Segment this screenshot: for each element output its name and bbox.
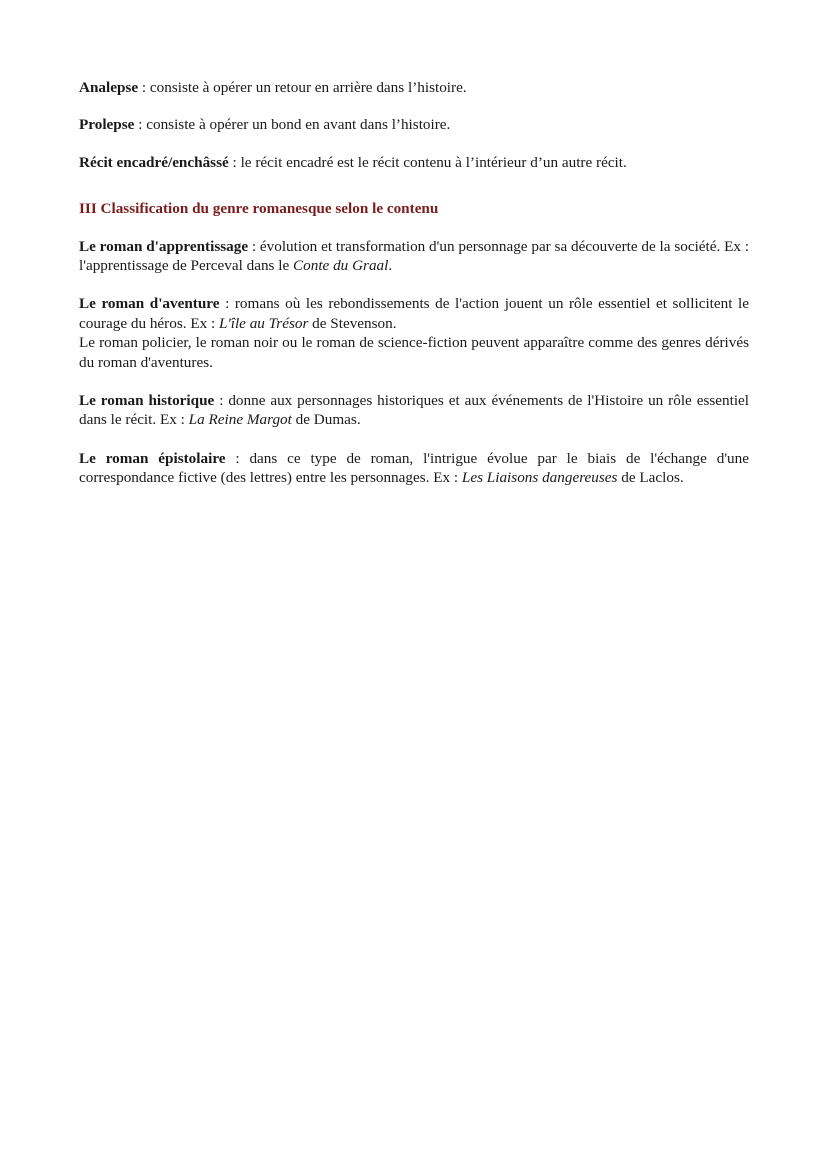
work-title: Les Liaisons dangereuses bbox=[461, 469, 618, 487]
term-analepse: Analepse bbox=[79, 79, 139, 96]
definition-analepse bbox=[79, 78, 749, 97]
work-title: L'île au Trésor bbox=[219, 314, 309, 332]
term-roman-epistolaire: Le roman épistolaire bbox=[79, 449, 226, 467]
entry-roman-aventure-extra: Le roman policier, le roman noir ou le roman de science-fiction peuvent apparaître comme des genres dérivés du roman d'aventures. bbox=[79, 334, 749, 371]
term-recit-encadre: Récit encadré/enchâssé bbox=[79, 153, 229, 171]
term-roman-aventure: Le roman d'aventure bbox=[79, 295, 220, 313]
entry-text-end: de Laclos. bbox=[617, 469, 684, 487]
term-roman-historique: Le roman historique bbox=[79, 392, 215, 410]
definition-text: consiste à opérer un bond en avant dans l’histoire. bbox=[146, 116, 451, 134]
entry-text-end: de Stevenson. bbox=[308, 314, 397, 332]
entry-text: : donne aux personnages historiques et aux événements de l'Histoire un rôle essentiel dans le récit. Ex : bbox=[79, 392, 749, 429]
entry-roman-aventure-main bbox=[79, 294, 749, 333]
definition-separator: : bbox=[134, 116, 147, 134]
entry-text: : évolution et transformation d'un personnage par sa découverte de la société. Ex : l'apprentissage de Perceval dans le bbox=[79, 237, 749, 275]
work-title: La Reine Margot bbox=[188, 411, 292, 429]
definition-prolepse bbox=[79, 115, 749, 134]
entry-text: : romans où les rebondissements de l'action jouent un rôle essentiel et sollicitent le courage du héros. Ex : bbox=[79, 295, 749, 332]
term-prolepse: Prolepse bbox=[79, 116, 135, 134]
document-page bbox=[79, 78, 749, 507]
entry-roman-historique bbox=[79, 391, 749, 430]
work-title: Conte du Graal bbox=[293, 257, 389, 275]
entry-text: : dans ce type de roman, l'intrigue évolue par le biais de l'échange d'une correspondance fictive (des lettres) entre les personnages. Ex : bbox=[79, 449, 749, 487]
entry-text-end: de Dumas. bbox=[291, 411, 361, 429]
definition-recit-encadre bbox=[79, 153, 749, 172]
entry-roman-aventure bbox=[79, 294, 749, 372]
definition-separator: : bbox=[138, 79, 150, 96]
term-roman-apprentissage: Le roman d'apprentissage bbox=[79, 237, 249, 255]
entry-roman-epistolaire bbox=[79, 449, 749, 488]
entry-text-end: . bbox=[388, 257, 393, 275]
section-heading: III Classification du genre romanesque selon le contenu bbox=[79, 200, 439, 218]
definition-separator: : bbox=[228, 153, 241, 171]
definition-text: le récit encadré est le récit contenu à l’intérieur d’un autre récit. bbox=[240, 153, 627, 171]
definition-text: consiste à opérer un retour en arrière dans l’histoire. bbox=[149, 79, 467, 96]
entry-roman-apprentissage bbox=[79, 237, 749, 276]
